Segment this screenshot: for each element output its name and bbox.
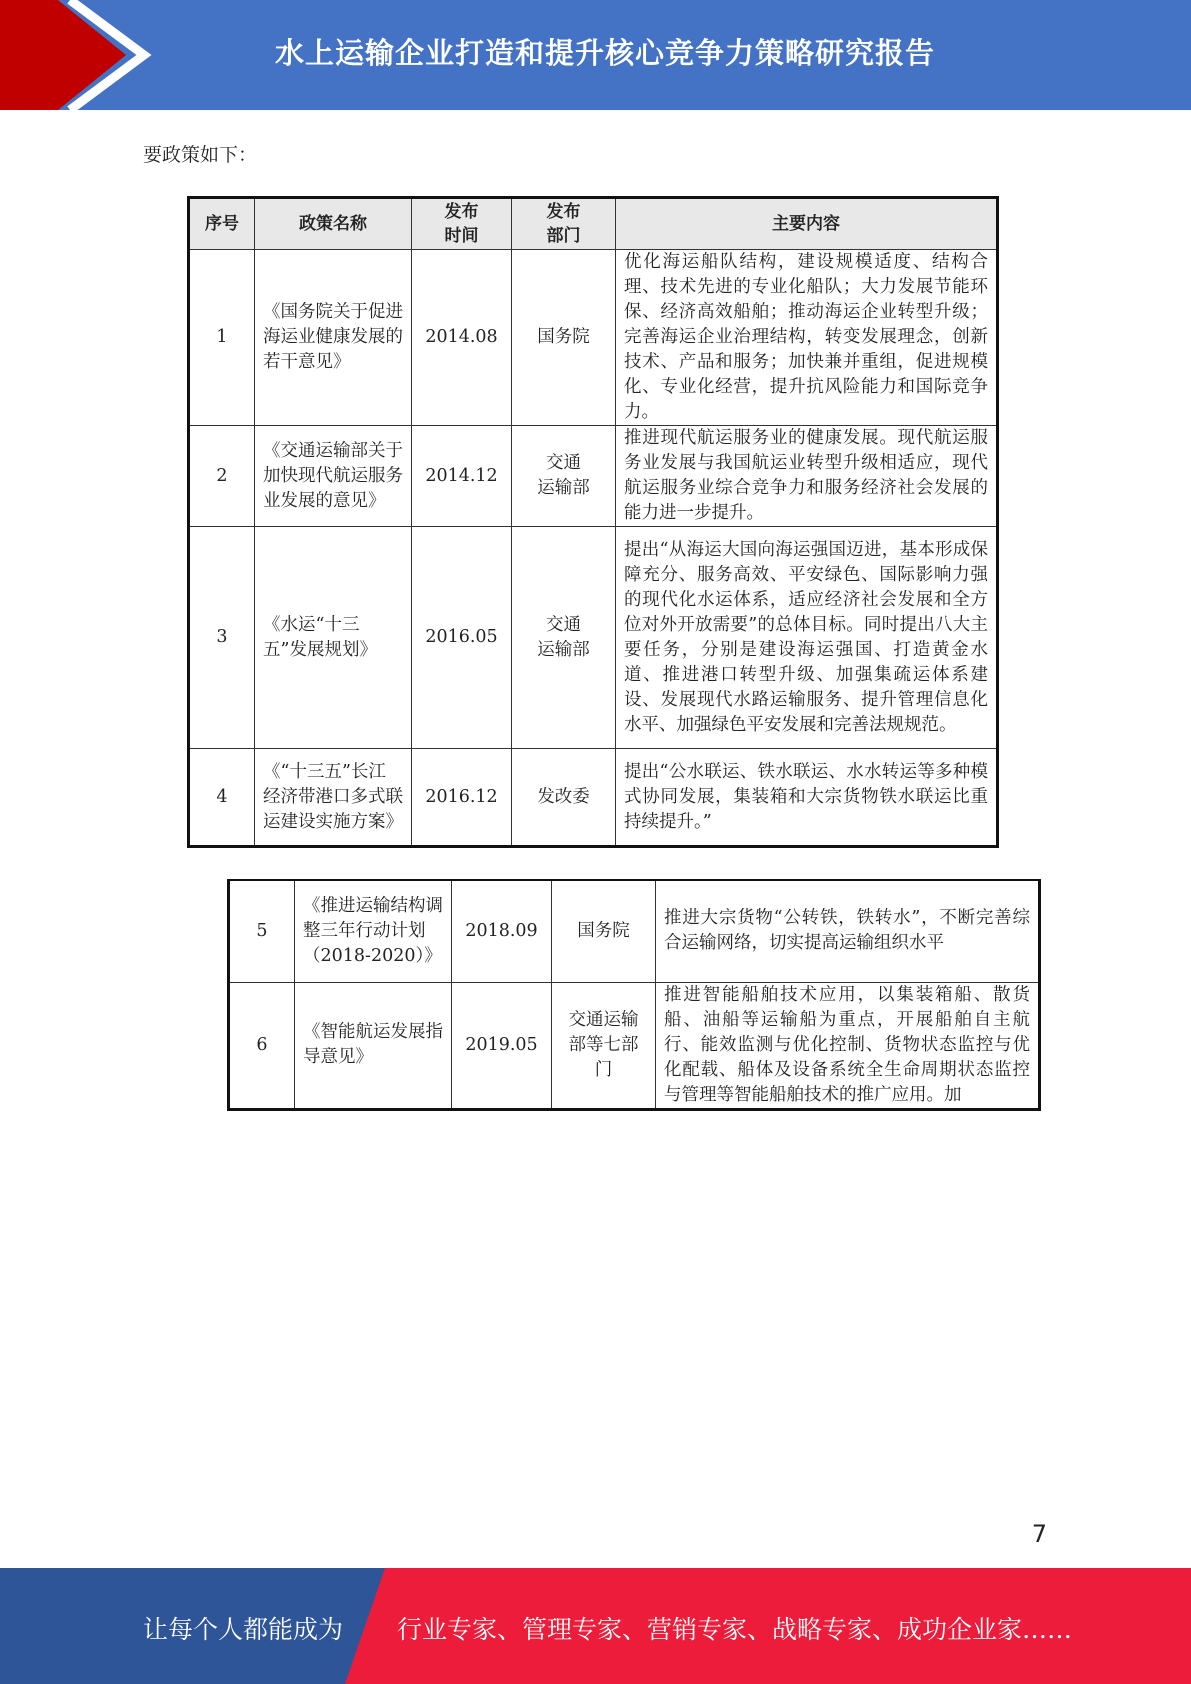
row-policy-name: 《交通运输部关于加快现代航运服务业发展的意见》 bbox=[255, 426, 412, 527]
table-row bbox=[189, 749, 998, 847]
table-row bbox=[189, 250, 998, 426]
table-row bbox=[189, 527, 998, 749]
table-row bbox=[229, 880, 1040, 982]
intro-text: 要政策如下： bbox=[143, 144, 258, 166]
row-dept bbox=[512, 749, 616, 847]
page-header bbox=[0, 0, 1191, 110]
row-content: 推进现代航运服务业的健康发展。现代航运服务业发展与我国航运业转型升级相适应，现代航运服务业综合竞争力和服务经济社会发展的能力进一步提升。 bbox=[616, 426, 998, 527]
footer-slogan-right: 行业专家、管理专家、营销专家、战略专家、成功企业家…… bbox=[397, 1615, 1073, 1644]
policy-table bbox=[187, 196, 999, 848]
row-time: 2018.09 bbox=[452, 880, 552, 982]
row-time: 2014.08 bbox=[412, 250, 512, 426]
row-no: 6 bbox=[229, 982, 295, 1109]
row-time: 2016.05 bbox=[412, 527, 512, 749]
row-no: 5 bbox=[229, 880, 295, 982]
row-dept: 交通运输部等七部门 bbox=[552, 982, 656, 1109]
header-dept-text: 发布 部门 bbox=[546, 202, 581, 246]
row-dept-text: 交通 运输部 bbox=[537, 614, 590, 660]
row-no: 2 bbox=[189, 426, 255, 527]
row-dept bbox=[512, 426, 616, 527]
row-policy-name: 《“十三五”长江经济带港口多式联运建设实施方案》 bbox=[255, 749, 412, 847]
header-time bbox=[412, 198, 512, 250]
row-dept-text: 交通 运输部 bbox=[537, 453, 590, 498]
row-no: 3 bbox=[189, 527, 255, 749]
table-row bbox=[229, 982, 1040, 1109]
report-title: 水上运输企业打造和提升核心竞争力策略研究报告 bbox=[275, 36, 936, 70]
row-policy-name: 《智能航运发展指导意见》 bbox=[295, 982, 452, 1109]
row-policy-name: 《水运“十三五”发展规划》 bbox=[255, 527, 412, 749]
header-no: 序号 bbox=[189, 198, 255, 250]
row-content: 推进大宗货物“公转铁，铁转水”，不断完善综合运输网络，切实提高运输组织水平 bbox=[656, 880, 1040, 982]
row-dept bbox=[512, 250, 616, 426]
row-no: 1 bbox=[189, 250, 255, 426]
row-content: 提出“从海运大国向海运强国迈进，基本形成保障充分、服务高效、平安绿色、国际影响力强的现代化水运体系，适应经济社会发展和全方位对外开放需要”的总体目标。同时提出八大主要任务，分别是建设海运强国、打造黄金水道、推进港口转型升级、加强集疏运体系建设、发展现代水路运输服务、提升管理信息化水平、加强绿色平安发展和完善法规规范。 bbox=[616, 527, 998, 749]
row-content: 优化海运船队结构，建设规模适度、结构合理、技术先进的专业化船队；大力发展节能环保、经济高效船舶；推动海运企业转型升级；完善海运企业治理结构，转变发展理念，创新技术、产品和服务；加快兼并重组，促进规模化、专业化经营，提升抗风险能力和国际竞争力。 bbox=[616, 250, 998, 426]
row-no: 4 bbox=[189, 749, 255, 847]
policy-table-continued bbox=[227, 879, 1041, 1111]
row-time: 2014.12 bbox=[412, 426, 512, 527]
row-dept-text: 发改委 bbox=[537, 786, 590, 807]
row-content: 提出“公水联运、铁水联运、水水转运等多种模式协同发展，集装箱和大宗货物铁水联运比重持续提升。” bbox=[616, 749, 998, 847]
row-time: 2019.05 bbox=[452, 982, 552, 1109]
footer-slogan-left: 让每个人都能成为 bbox=[143, 1615, 344, 1644]
table-header-row bbox=[189, 198, 998, 250]
page-footer bbox=[0, 1568, 1191, 1684]
table-row bbox=[189, 426, 998, 527]
header-dept bbox=[512, 198, 616, 250]
row-time: 2016.12 bbox=[412, 749, 512, 847]
page-number: 7 bbox=[1031, 1520, 1047, 1548]
row-policy-name: 《推进运输结构调整三年行动计划（2018-2020）》 bbox=[295, 880, 452, 982]
row-dept-text: 国务院 bbox=[537, 327, 590, 347]
row-policy-name: 《国务院关于促进海运业健康发展的若干意见》 bbox=[255, 250, 412, 426]
row-dept: 国务院 bbox=[552, 880, 656, 982]
header-content: 主要内容 bbox=[616, 198, 998, 250]
header-time-text: 发布 时间 bbox=[444, 202, 479, 246]
header-name: 政策名称 bbox=[255, 198, 412, 250]
row-dept bbox=[512, 527, 616, 749]
row-content: 推进智能船舶技术应用，以集装箱船、散货船、油船等运输船为重点，开展船舶自主航行、能效监测与优化控制、货物状态监控与优化配载、船体及设备系统全生命周期状态监控与管理等智能船舶技术的推广应用。加 bbox=[656, 982, 1040, 1109]
